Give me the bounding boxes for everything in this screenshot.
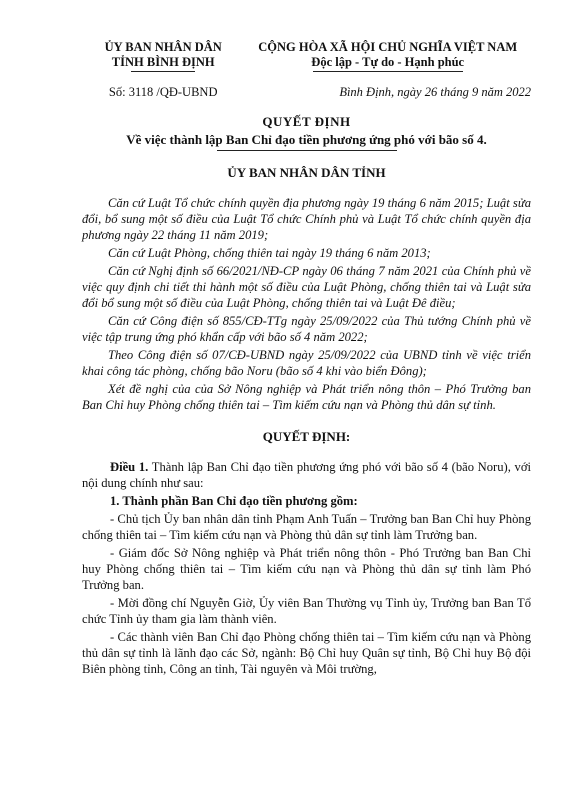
- issuing-authority: [82, 40, 244, 72]
- document-number: Số: 3118 /QĐ-UBND: [108, 85, 218, 99]
- document-header: [82, 40, 531, 72]
- member-item: - Các thành viên Ban Chỉ đạo Phòng chống thiên tai – Tìm kiếm cứu nạn và Phòng thủ dân sự tỉnh là lãnh đạo các Sở, ngành: Bộ Chỉ huy Quân sự tỉnh, Bộ Chỉ huy Bộ đội Biên phòng tỉnh, Công an tỉnh, Tài nguyên và Môi trường,: [82, 630, 531, 676]
- legal-bases: [82, 195, 531, 413]
- document-subtitle: Về việc thành lập Ban Chỉ đạo tiền phương ứng phó với bão số 4.: [126, 132, 487, 147]
- document-meta: [82, 85, 531, 100]
- subtitle-underline: [217, 150, 397, 151]
- nation-name: CỘNG HÒA XÃ HỘI CHỦ NGHĨA VIỆT NAM: [258, 40, 518, 54]
- authority-heading: ỦY BAN NHÂN DÂN TỈNH: [227, 165, 386, 180]
- legal-basis: Theo Công điện số 07/CĐ-UBND ngày 25/09/2022 của UBND tỉnh về việc triển khai công tác phòng, chống bão Noru (bão số 4 khi vào biển Đông);: [82, 348, 531, 378]
- legal-basis: Căn cứ Nghị định số 66/2021/NĐ-CP ngày 06 tháng 7 năm 2021 của Chính phủ về việc quy định chi tiết thi hành một số điều của Luật Phòng, chống thiên tai và Luật sửa đổi bổ sung một số điều của Luật Phòng, chống thiên tai và Luật Đê điều;: [82, 264, 531, 310]
- legal-basis: Căn cứ Công điện số 855/CĐ-TTg ngày 25/09/2022 của Thủ tướng Chính phủ về việc tập trung ứng phó khẩn cấp với bão số 4 năm 2022;: [82, 314, 531, 344]
- legal-basis: Căn cứ Luật Phòng, chống thiên tai ngày 19 tháng 6 năm 2013;: [108, 246, 431, 260]
- article-1-text: Thành lập Ban Chỉ đạo tiền phương ứng phó với bão số 4 (bão Noru), với nội dung chính như sau:: [82, 460, 532, 490]
- legal-basis: Xét đề nghị của của Sở Nông nghiệp và Phát triển nông thôn – Phó Trưởng ban Ban Chỉ huy Phòng chống thiên tai – Tìm kiếm cứu nạn và Phòng thủ dân sự tỉnh.: [82, 382, 531, 412]
- article-1-label: Điều 1.: [110, 460, 149, 474]
- org-underline: [131, 71, 195, 72]
- legal-basis: Căn cứ Luật Tổ chức chính quyền địa phương ngày 19 tháng 6 năm 2015; Luật sửa đổi, bổ sung một số điều của Luật Tổ chức Chính phủ và Luật Tổ chức chính quyền địa phương ngày 22 tháng 11 năm 2019;: [82, 196, 531, 242]
- section-1-heading: 1. Thành phần Ban Chỉ đạo tiền phương gồm:: [110, 494, 358, 508]
- motto-underline: [313, 71, 463, 72]
- document-date: Bình Định, ngày 26 tháng 9 năm 2022: [339, 85, 531, 99]
- member-item: - Giám đốc Sở Nông nghiệp và Phát triển nông thôn - Phó Trưởng ban Ban Chỉ huy Phòng chống thiên tai – Tìm kiếm cứu nạn và Phòng thủ dân sự tỉnh làm Phó Trưởng ban.: [82, 546, 531, 592]
- member-item: - Mời đồng chí Nguyễn Giờ, Ủy viên Ban Thường vụ Tỉnh ủy, Trưởng ban Ban Tổ chức Tỉnh ủy tham gia làm thành viên.: [82, 596, 531, 626]
- motto: Độc lập - Tự do - Hạnh phúc: [311, 55, 465, 69]
- org-name-line1: ỦY BAN NHÂN DÂN: [104, 40, 222, 54]
- decision-body: [82, 459, 531, 677]
- document-title: QUYẾT ĐỊNH: [262, 114, 351, 129]
- member-item: - Chủ tịch Ủy ban nhân dân tỉnh Phạm Anh Tuấn – Trưởng ban Ban Chỉ huy Phòng chống thiên tai – Tìm kiếm cứu nạn và Phòng thủ dân sự tỉnh làm Trưởng ban.: [82, 512, 531, 542]
- org-name-line2: TỈNH BÌNH ĐỊNH: [111, 55, 215, 69]
- article-1: [82, 459, 531, 491]
- decision-heading: QUYẾT ĐỊNH:: [262, 429, 351, 444]
- national-motto: [244, 40, 531, 72]
